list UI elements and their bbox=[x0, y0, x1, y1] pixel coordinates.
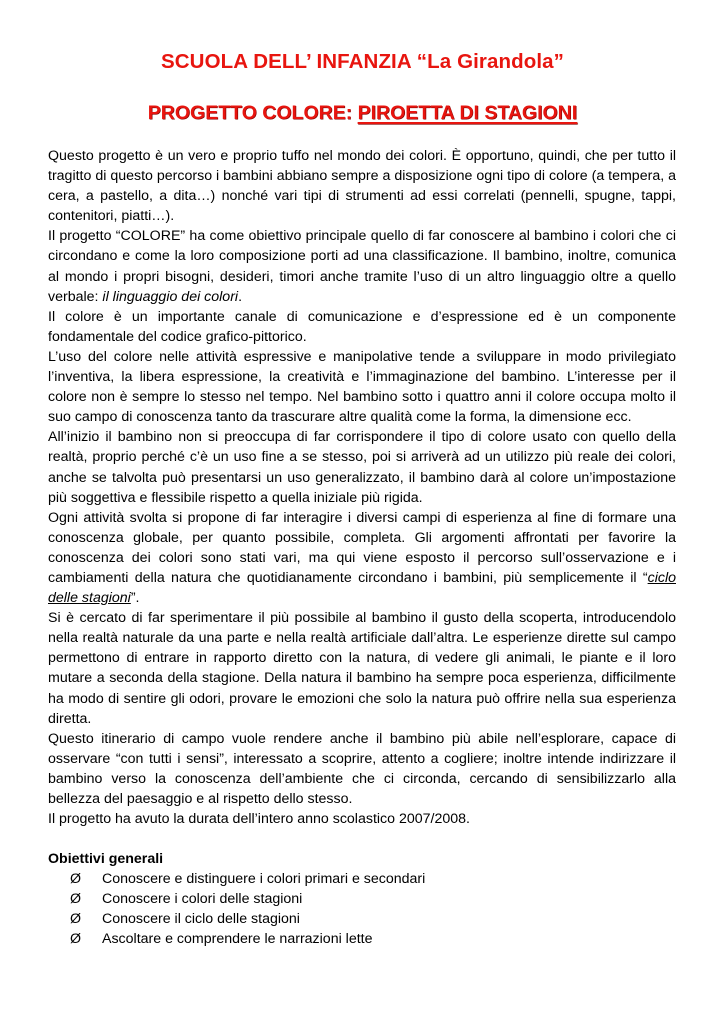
project-title-prefix: PROGETTO COLORE: bbox=[147, 102, 358, 124]
list-item-text: Conoscere i colori delle stagioni bbox=[102, 891, 303, 907]
paragraph-objective-text: Il progetto “COLORE” ha come obiettivo principale quello di far conoscere al bambino i colori che ci circondano e come la loro composizione porti ad una classificazione. Il bambino, inoltre, comunica al mondo i propri bisogni, desideri, timori anche tramite l’uso di un altro linguaggio oltre a quello verbale: bbox=[48, 228, 676, 305]
arrow-bullet-icon: Ø bbox=[70, 931, 82, 947]
paragraph-expressive-use: L’uso del colore nelle attività espressive e manipolative tende a sviluppare in modo privilegiato l’inventiva, la libera espressione, la creatività e l’immaginazione del bambino. L’interesse per il colore non è sempre lo stesso nel tempo. Nel bambino sotto i quattro anni il colore occupa molto il suo campo di conoscenza tanto da trascurare altre qualità come la forma, la dimensione ecc. bbox=[48, 348, 676, 426]
paragraph-discovery: Si è cercato di far sperimentare il più possibile al bambino il gusto della scoperta, introducendolo nella realtà naturale da una parte e nella realtà artificiale dall’altra. Le esperienze dirette sul campo permettono di entrare in rapporto diretto con la natura, di vedere gli animali, le piante e il loro mutare a seconda della stagione. Della natura il bambino ha sempre poca esperienza, difficilmente ha modo di sentire gli odori, provare le emozioni che solo la natura può offrire nella sua esperienza diretta. bbox=[48, 610, 676, 727]
paragraph-duration: Il progetto ha avuto la durata dell’intero anno scolastico 2007/2008. bbox=[48, 811, 470, 828]
paragraph-activities bbox=[48, 508, 676, 608]
list-item-text: Ascoltare e comprendere le narrazioni lette bbox=[102, 931, 373, 947]
list-item bbox=[48, 929, 425, 949]
project-title bbox=[0, 102, 725, 125]
paragraph-itinerary: Questo itinerario di campo vuole rendere anche il bambino più abile nell’esplorare, capace di osservare “con tutti i sensi”, interessato a scoprire, attento a cogliere; inoltre intende indirizzare il bambino verso la conoscenza dell’ambiente che ci circonda, cercando di sensibilizzarlo alla bellezza del paesaggio e al rispetto dello stesso. bbox=[48, 730, 676, 807]
paragraph-intro: Questo progetto è un vero e proprio tuffo nel mondo dei colori. È opportuno, quindi, che per tutto il tragitto di questo percorso i bambini abbiano sempre a disposizione ogni tipo di colore (a tempera, a cera, a pastello, a dita…) nonché vari tipi di strumenti ad essi correlati (pennelli, spugne, tappi, contenitori, piatti…). bbox=[48, 148, 676, 225]
list-item bbox=[48, 909, 425, 929]
school-title: SCUOLA DELL’ INFANZIA “La Girandola” bbox=[161, 50, 564, 73]
arrow-bullet-icon: Ø bbox=[70, 871, 82, 887]
list-item bbox=[48, 869, 425, 889]
paragraph-objective bbox=[48, 226, 676, 306]
arrow-bullet-icon: Ø bbox=[70, 891, 82, 907]
list-item-text: Conoscere e distinguere i colori primari e secondari bbox=[102, 871, 426, 887]
arrow-bullet-icon: Ø bbox=[70, 911, 82, 927]
list-item-text: Conoscere il ciclo delle stagioni bbox=[102, 911, 300, 927]
list-item bbox=[48, 889, 425, 909]
paragraph-activities-end: ”. bbox=[130, 590, 140, 607]
language-of-colors-italic: il linguaggio dei colori bbox=[102, 288, 239, 305]
paragraph-communication: Il colore è un importante canale di comunicazione e d’espressione ed è un componente fondamentale del codice grafico-pittorico. bbox=[48, 308, 676, 345]
paragraph-activities-text: Ogni attività svolta si propone di far interagire i diversi campi di esperienza al fine di formare una conoscenza globale, per quanto possibile, completa. Gli argomenti affrontati per favorire la conoscenza dei colori sono stati vari, ma qui viene esposto il percorso sull’osservazione e i cambiamenti della natura che quotidianamente circondano i bambini, più semplicemente il “ bbox=[48, 509, 676, 586]
objectives-heading: Obiettivi generali bbox=[48, 851, 164, 867]
objectives-list bbox=[48, 869, 425, 949]
paragraph-beginning: All’inizio il bambino non si preoccupa di far corrispondere il tipo di colore usato con quello della realtà, proprio perché c’è un uso fine a se stesso, poi si arriverà ad un utilizzo più reale dei colori, anche se talvolta può presentarsi un uso generalizzato, il bambino darà al colore un’impostazione più soggettiva e flessibile rispetto a quella iniziale più rigida. bbox=[48, 429, 676, 506]
document-body bbox=[48, 146, 676, 829]
paragraph-objective-end: . bbox=[238, 288, 243, 305]
project-title-underlined: PIROETTA DI STAGIONI bbox=[357, 102, 578, 124]
cycle-of-seasons-italic: ciclo delle stagioni bbox=[48, 569, 676, 607]
